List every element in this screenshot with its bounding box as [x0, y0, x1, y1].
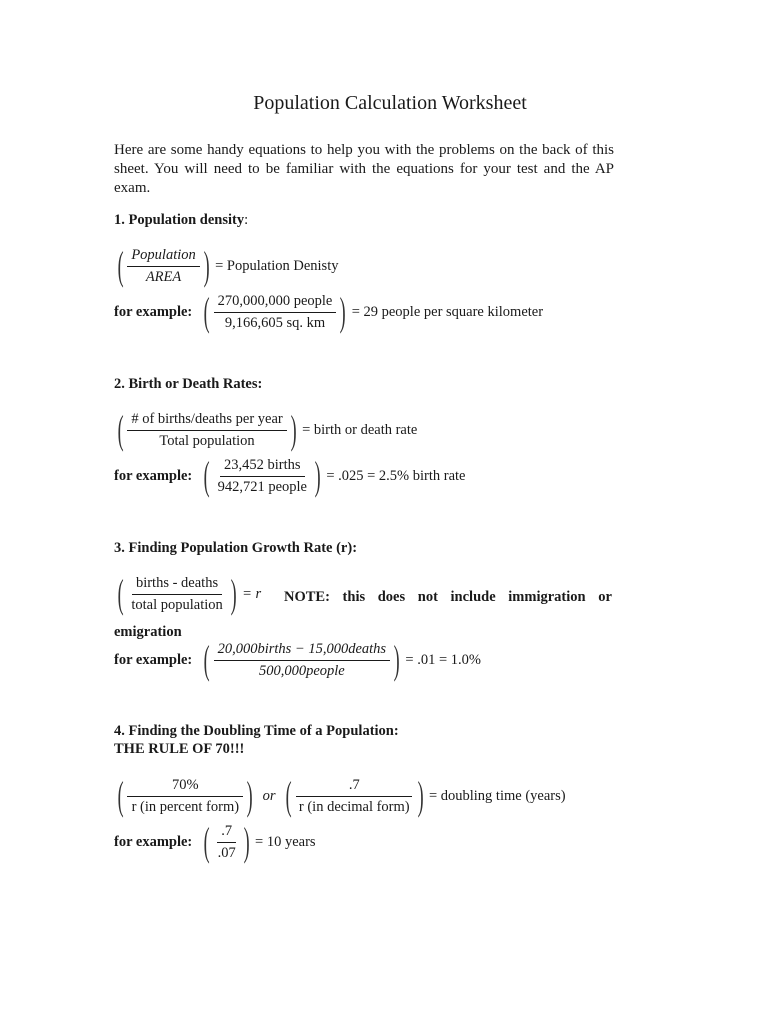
growth-rate-example: [114, 637, 481, 682]
doubling-time-example: [114, 819, 316, 864]
doubling-percent-fraction: [127, 777, 243, 816]
doubling-decimal-fraction: [295, 777, 414, 816]
birth-death-result: = birth or death rate: [302, 421, 418, 438]
section-2-heading: 2. Birth or Death Rates:: [114, 376, 263, 392]
doubling-percent-denominator: r (in percent form): [131, 798, 240, 815]
right-paren: ): [230, 571, 237, 616]
right-paren: ): [340, 289, 347, 334]
left-paren: (: [117, 773, 124, 818]
or-connector: or: [262, 787, 276, 804]
density-example-result: = 29 people per square kilometer: [351, 303, 544, 320]
doubling-time-formula: [114, 773, 566, 818]
doubling-decimal-denominator: r (in decimal form): [298, 798, 410, 815]
rule-of-70-heading: THE RULE OF 70!!!: [114, 741, 245, 757]
right-paren: ): [290, 407, 297, 452]
growth-rate-example-fraction: [214, 641, 391, 680]
birth-death-example-fraction: [214, 457, 311, 496]
growth-rate-example-result: = .01 = 1.0%: [405, 651, 481, 668]
doubling-example-numerator: .7: [217, 823, 236, 843]
density-example: [114, 289, 544, 334]
intro-paragraph: Here are some handy equations to help you with the problems on the back of this sheet. You will need to be familiar with the equations for your test and the AP exam.: [114, 142, 614, 196]
right-paren: ): [393, 637, 400, 682]
left-paren: (: [285, 773, 292, 818]
density-example-fraction: [214, 293, 337, 332]
left-paren: (: [117, 407, 124, 452]
birth-death-example-result: = .025 = 2.5% birth rate: [326, 467, 466, 484]
right-paren: ): [243, 819, 250, 864]
density-result: = Population Denisty: [215, 257, 339, 274]
birth-death-example-numerator: 23,452 births: [220, 457, 305, 477]
left-paren: (: [203, 289, 210, 334]
example-label: for example:: [114, 467, 193, 484]
left-paren: (: [203, 819, 210, 864]
birth-death-fraction: [127, 411, 286, 450]
growth-rate-denominator: total population: [131, 596, 223, 613]
section-3-heading: 3. Finding Population Growth Rate (r):: [114, 540, 358, 556]
growth-rate-example-numerator: 20,000births − 15,000deaths: [214, 641, 391, 661]
immigration-note-continued: emigration: [114, 624, 182, 640]
growth-rate-formula: [114, 571, 262, 616]
section-1-heading: [114, 212, 248, 229]
growth-rate-numerator: births - deaths: [132, 575, 222, 595]
birth-death-example: [114, 453, 466, 498]
example-label: for example:: [114, 833, 193, 850]
doubling-percent-numerator: 70%: [127, 777, 243, 797]
growth-rate-result: = r: [242, 585, 262, 602]
birth-death-example-denominator: 942,721 people: [217, 478, 307, 495]
density-fraction: [127, 247, 199, 286]
birth-death-numerator: # of births/deaths per year: [127, 411, 286, 431]
density-example-numerator: 270,000,000 people: [214, 293, 337, 313]
density-numerator: Population: [127, 247, 199, 267]
growth-rate-example-denominator: 500,000people: [258, 662, 345, 679]
immigration-note: NOTE: this does not include immigration or: [284, 589, 612, 605]
right-paren: ): [417, 773, 424, 818]
left-paren: (: [117, 243, 124, 288]
doubling-time-result: = doubling time (years): [428, 787, 566, 804]
birth-death-formula: [114, 407, 418, 452]
left-paren: (: [203, 637, 210, 682]
right-paren: ): [203, 243, 210, 288]
section-4-heading: 4. Finding the Doubling Time of a Population:: [114, 723, 399, 739]
doubling-decimal-numerator: .7: [296, 777, 412, 797]
section-1-heading-text: 1. Population density: [114, 212, 245, 228]
doubling-example-fraction: [214, 823, 240, 862]
example-label: for example:: [114, 651, 193, 668]
doubling-example-denominator: .07: [217, 844, 236, 861]
right-paren: ): [314, 453, 321, 498]
density-example-denominator: 9,166,605 sq. km: [224, 314, 326, 331]
right-paren: ): [246, 773, 253, 818]
left-paren: (: [117, 571, 124, 616]
left-paren: (: [203, 453, 210, 498]
doubling-example-result: = 10 years: [255, 833, 316, 850]
growth-rate-fraction: [127, 575, 226, 614]
example-label: for example:: [114, 303, 193, 320]
density-denominator: AREA: [145, 268, 182, 285]
density-formula: [114, 243, 339, 288]
page-title: Population Calculation Worksheet: [253, 92, 527, 114]
section-1-heading-colon: :: [244, 212, 249, 228]
birth-death-denominator: Total population: [159, 432, 255, 449]
